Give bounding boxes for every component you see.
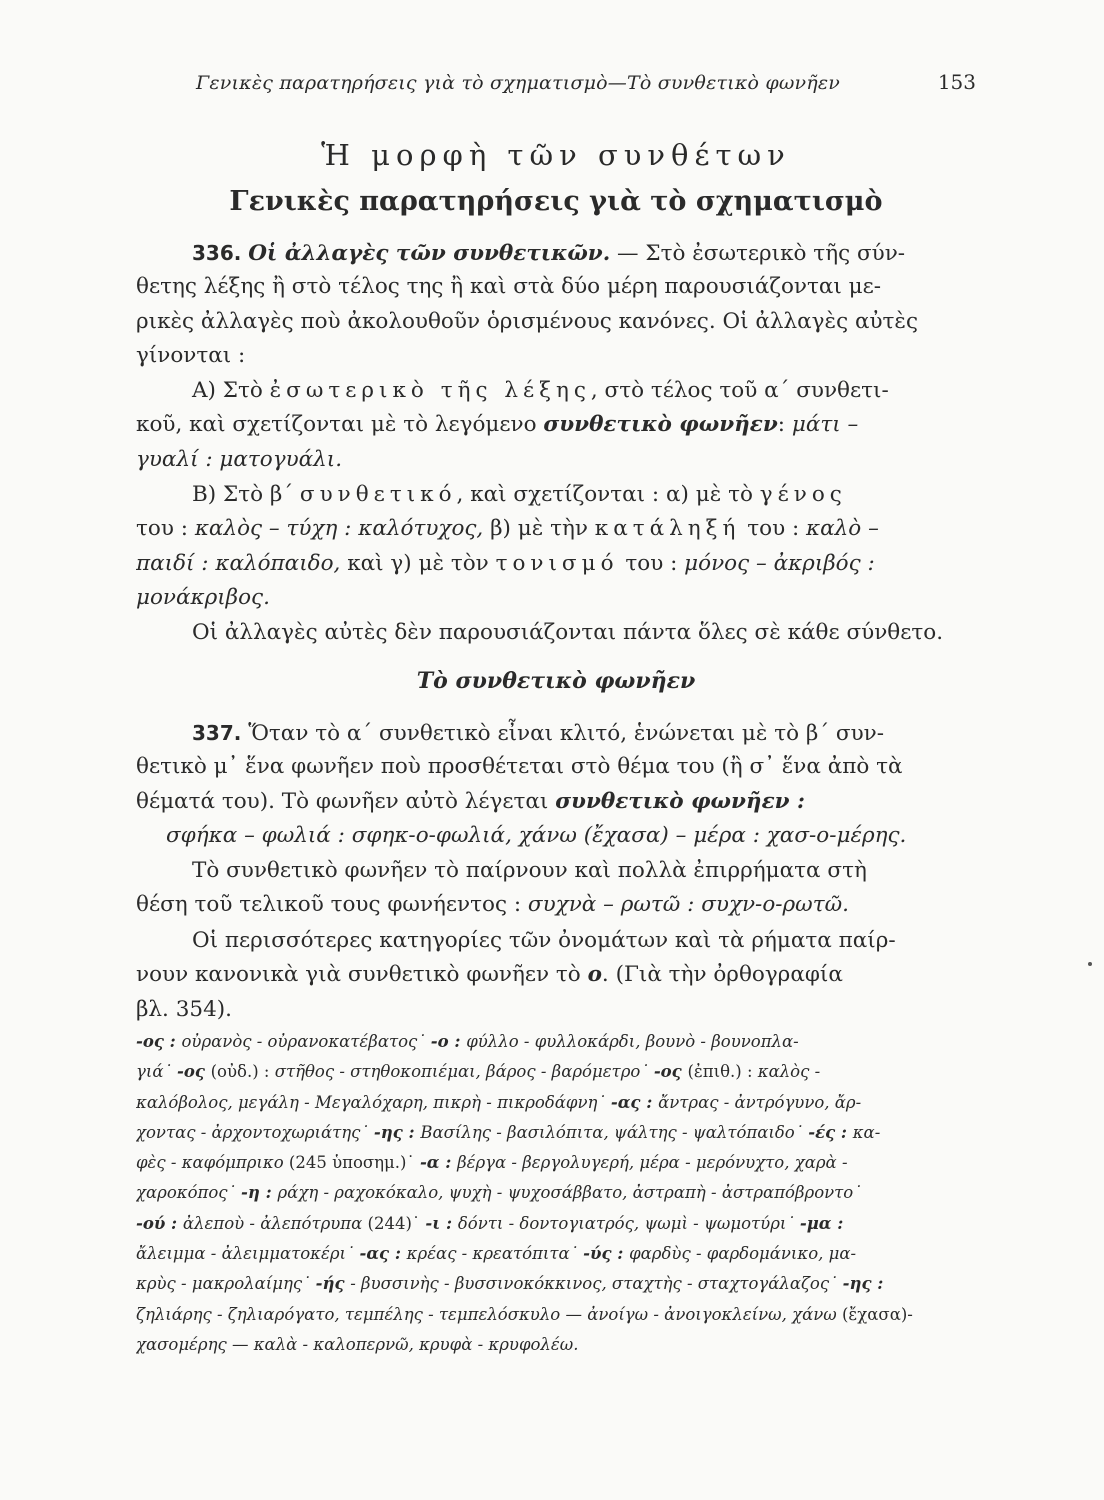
text-line — [136, 374, 976, 408]
text-line — [136, 547, 976, 581]
example-italic: οὐρανὸς - οὐρανοκατέβατος˙ — [181, 1032, 431, 1051]
text-line — [136, 408, 976, 442]
section-title: Γενικὲς παρατηρήσεις γιὰ τὸ σχηματισμὸ — [229, 186, 883, 217]
example-italic: μόνος – ἀκριβός : — [684, 550, 875, 576]
example-italic: κρὺς - μακρολαίμης˙ — [136, 1274, 316, 1294]
paragraph-a — [136, 374, 976, 477]
text-span: του : — [136, 516, 195, 542]
examples-line — [136, 1330, 976, 1360]
text-span: — Στὸ ἐσωτερικὸ τῆς σύν- — [610, 241, 906, 266]
example-italic: ζηλιάρης - ζηλιαρόγατο, τεμπέλης - τεμπελόσκυλο — ἀνοίγω - ἀνοιγοκλείνω, χάνω — [136, 1304, 842, 1324]
subsection-title: Τὸ συνθετικὸ φωνῆεν — [416, 668, 696, 694]
examples-line — [136, 1057, 976, 1087]
example-italic: ἀλεποὺ - ἀλεπότρυπα — [182, 1213, 368, 1233]
example-italic: κα- — [852, 1122, 881, 1142]
text-line — [136, 958, 976, 992]
term-bold: ο — [587, 962, 602, 988]
suffix-label: -ο : — [430, 1032, 467, 1051]
examples-line — [136, 1178, 976, 1208]
text-span: νουν κανονικὰ γιὰ συνθετικὸ φωνῆεν τὸ — [136, 962, 588, 988]
text-span: θέση τοῦ τελικοῦ τους φωνήεντος : — [136, 892, 528, 918]
text-span: (ἔχασα)- — [842, 1304, 913, 1324]
text-line: Τὸ συνθετικὸ φωνῆεν τὸ παίρνουν καὶ πολλὰ ἐπιρρήματα στὴ — [192, 858, 867, 883]
example-italic: μάτι – — [791, 412, 859, 438]
examples-line — [136, 1088, 976, 1118]
paragraph-number: 337. — [192, 721, 242, 745]
suffix-label: -μα : — [799, 1213, 844, 1233]
example-italic: καλὸς - — [757, 1062, 821, 1082]
suffix-label: -η : — [241, 1183, 278, 1203]
spaced-term: ἐσωτερικὸ τῆς λέξης — [269, 378, 591, 403]
paragraph-heading: Οἱ ἀλλαγὲς τῶν συνθετικῶν. — [248, 241, 611, 266]
text-span: , καὶ σχετίζονται : α) μὲ τὸ — [456, 482, 760, 507]
text-span: κοῦ, καὶ σχετίζονται μὲ τὸ λεγόμενο — [136, 412, 544, 438]
text-line — [136, 236, 976, 270]
examples-line — [136, 1118, 976, 1148]
text-line — [136, 478, 976, 512]
example-italic: χοντας - ἀρχοντοχωριάτης˙ — [136, 1122, 374, 1142]
paragraph-b — [136, 478, 976, 615]
text-span: καὶ γ) μὲ τὸν — [340, 550, 496, 576]
spaced-term: τονισμό — [495, 550, 619, 576]
example-italic: καλὸς – τύχη : καλότυχος, — [194, 516, 484, 542]
text-line: Οἱ ἀλλαγὲς αὐτὲς δὲν παρουσιάζονται πάντα ὅλες σὲ κάθε σύνθετο. — [192, 620, 944, 645]
suffix-label: -ού : — [136, 1213, 183, 1233]
suffix-label: -ι : — [425, 1213, 458, 1233]
example-italic: χασομέρης — καλὰ - καλοπερνῶ, κρυφὰ - κρυφολέω. — [136, 1334, 579, 1354]
suffix-label: -ύς : — [583, 1244, 630, 1264]
text-line: θετης λέξης ἢ στὸ τέλος της ἢ καὶ στὰ δύο μέρη παρουσιάζονται με- — [136, 274, 882, 300]
text-span: (244)˙ — [367, 1213, 426, 1233]
examples-line — [136, 1027, 976, 1057]
example-italic: παιδί : καλόπαιδο, — [136, 550, 341, 576]
text-span: . (Γιὰ τὴν ὀρθογραφία — [601, 962, 843, 988]
example-italic: καλὸ – — [806, 516, 879, 542]
text-span: : — [777, 412, 792, 438]
examples-line — [136, 1239, 976, 1269]
chapter-title: Ἡ μορφὴ τῶν συνθέτων — [321, 138, 791, 172]
text-span: β) μὲ τὴν — [483, 516, 595, 542]
examples-block — [136, 1027, 976, 1360]
examples-line — [136, 1300, 976, 1330]
example-italic: ἄντρας - ἀντρόγυνο, ἄρ- — [658, 1092, 862, 1112]
paragraph-note — [136, 616, 976, 650]
suffix-label: -ής — [315, 1274, 351, 1294]
running-head — [136, 70, 976, 94]
example-italic: βέργα - βεργολυγερή, μέρα - μερόνυχτο, χαρὰ - — [457, 1153, 848, 1173]
example-italic: συχνὰ – ρωτῶ : συχν-ο-ρωτῶ. — [527, 892, 849, 918]
text-span: , στὸ τέλος τοῦ α΄ συνθετι- — [590, 378, 889, 403]
suffix-label: -ης : — [842, 1274, 884, 1294]
example-italic: φὲς - καφόμπρικο — [136, 1153, 289, 1173]
example-italic: κρέας - κρεατόπιτα˙ — [406, 1244, 584, 1264]
running-title: Γενικὲς παρατηρήσεις γιὰ τὸ σχηματισμὸ—Τὸ συνθετικὸ φωνῆεν — [196, 72, 841, 94]
suffix-label: -ας : — [610, 1092, 659, 1112]
text-span: (245 ὑποσημ.)˙ — [288, 1153, 420, 1173]
spaced-term: κατάληξή — [594, 516, 741, 542]
example-italic: καλόβολος, μεγάλη - Μεγαλόχαρη, πικρὴ - πικροδάφνη˙ — [136, 1092, 611, 1112]
suffix-label: -ος — [176, 1062, 211, 1082]
example-italic: στῆθος - στηθοκοπιέμαι, βάρος - βαρόμετρο˙ — [274, 1062, 654, 1082]
text-line: θετικὸ μ᾿ ἕνα φωνῆεν ποὺ προσθέτεται στὸ θέμα του (ἢ σ᾿ ἕνα ἀπὸ τὰ — [136, 754, 903, 780]
suffix-label: -ας : — [359, 1244, 407, 1264]
examples-line — [136, 1148, 976, 1178]
text-line: σφήκα – φωλιά : σφηκ-ο-φωλιά, χάνω (ἔχασα) – μέρα : χασ-ο-μέρης. — [166, 822, 907, 848]
text-span: του : — [740, 516, 807, 542]
paragraph-categories — [136, 924, 976, 1027]
text-line: βλ. 354). — [136, 996, 232, 1022]
suffix-label: -ος : — [136, 1032, 182, 1051]
example-italic: ράχη - ραχοκόκαλο, ψυχὴ - ψυχοσάββατο, ἀστραπὴ - ἀστραπόβροντο˙ — [277, 1183, 862, 1203]
page-number: 153 — [937, 70, 976, 94]
example-italic: ἄλειμμα - ἀλειμματοκέρι˙ — [136, 1244, 360, 1264]
example-italic: γιά˙ — [136, 1062, 177, 1082]
examples-line — [136, 1269, 976, 1299]
suffix-label: -ης : — [373, 1122, 421, 1142]
suffix-label: -ές : — [808, 1122, 853, 1142]
term-bold: συνθετικὸ φωνῆεν — [543, 412, 778, 438]
example-italic: χαροκόπος˙ — [136, 1183, 242, 1203]
example-italic: - βυσσινὴς - βυσσινοκόκκινος, σταχτὴς - σταχτογάλαζος˙ — [350, 1274, 843, 1294]
text-span: του : — [618, 550, 685, 576]
margin-speck — [1088, 962, 1092, 966]
text-line: Οἱ περισσότερες κατηγορίες τῶν ὀνομάτων καὶ τὰ ρήματα παίρ- — [192, 928, 896, 953]
example-italic: Βασίλης - βασιλόπιτα, ψάλτης - ψαλτόπαιδο˙ — [420, 1122, 809, 1142]
text-span: B) Στὸ β΄ — [192, 482, 300, 507]
paragraph-336 — [136, 236, 976, 373]
text-span: (οὐδ.) : — [210, 1062, 275, 1082]
examples-line — [136, 1209, 976, 1239]
spaced-term: συνθετικό — [299, 482, 457, 507]
text-span: Ὅταν τὸ α΄ συνθετικὸ εἶναι κλιτό, ἑνώνεται μὲ τὸ β΄ συν- — [241, 721, 885, 746]
paragraph-number: 336. — [192, 241, 242, 265]
text-line — [136, 512, 976, 546]
spaced-term: γένος — [759, 482, 847, 507]
example-italic: φύλλο - φυλλοκάρδι, βουνὸ - βουνοπλα- — [466, 1032, 799, 1051]
paragraph-337 — [136, 716, 976, 853]
text-line — [136, 785, 976, 819]
text-line: γυαλί : ματογυάλι. — [136, 446, 343, 472]
text-span: A) Στὸ — [192, 378, 270, 403]
text-line — [136, 716, 976, 750]
example-italic: δόντι - δοντογιατρός, ψωμὶ - ψωμοτύρι˙ — [457, 1213, 800, 1233]
text-line — [136, 888, 976, 922]
paragraph-adverbs — [136, 854, 976, 923]
text-span: (ἐπιθ.) : — [687, 1062, 758, 1082]
text-line: ρικὲς ἀλλαγὲς ποὺ ἀκολουθοῦν ὁρισμένους κανόνες. Οἱ ἀλλαγὲς αὐτὲς — [136, 308, 919, 334]
example-italic: φαρδὺς - φαρδομάνικο, μα- — [629, 1244, 857, 1264]
text-line: μονάκριβος. — [136, 584, 270, 610]
term-bold: συνθετικὸ φωνῆεν : — [555, 788, 805, 814]
text-line: γίνονται : — [136, 342, 246, 368]
suffix-label: -α : — [419, 1153, 458, 1173]
suffix-label: -ος — [653, 1062, 688, 1082]
text-span: θέματά του). Τὸ φωνῆεν αὐτὸ λέγεται — [136, 788, 556, 814]
